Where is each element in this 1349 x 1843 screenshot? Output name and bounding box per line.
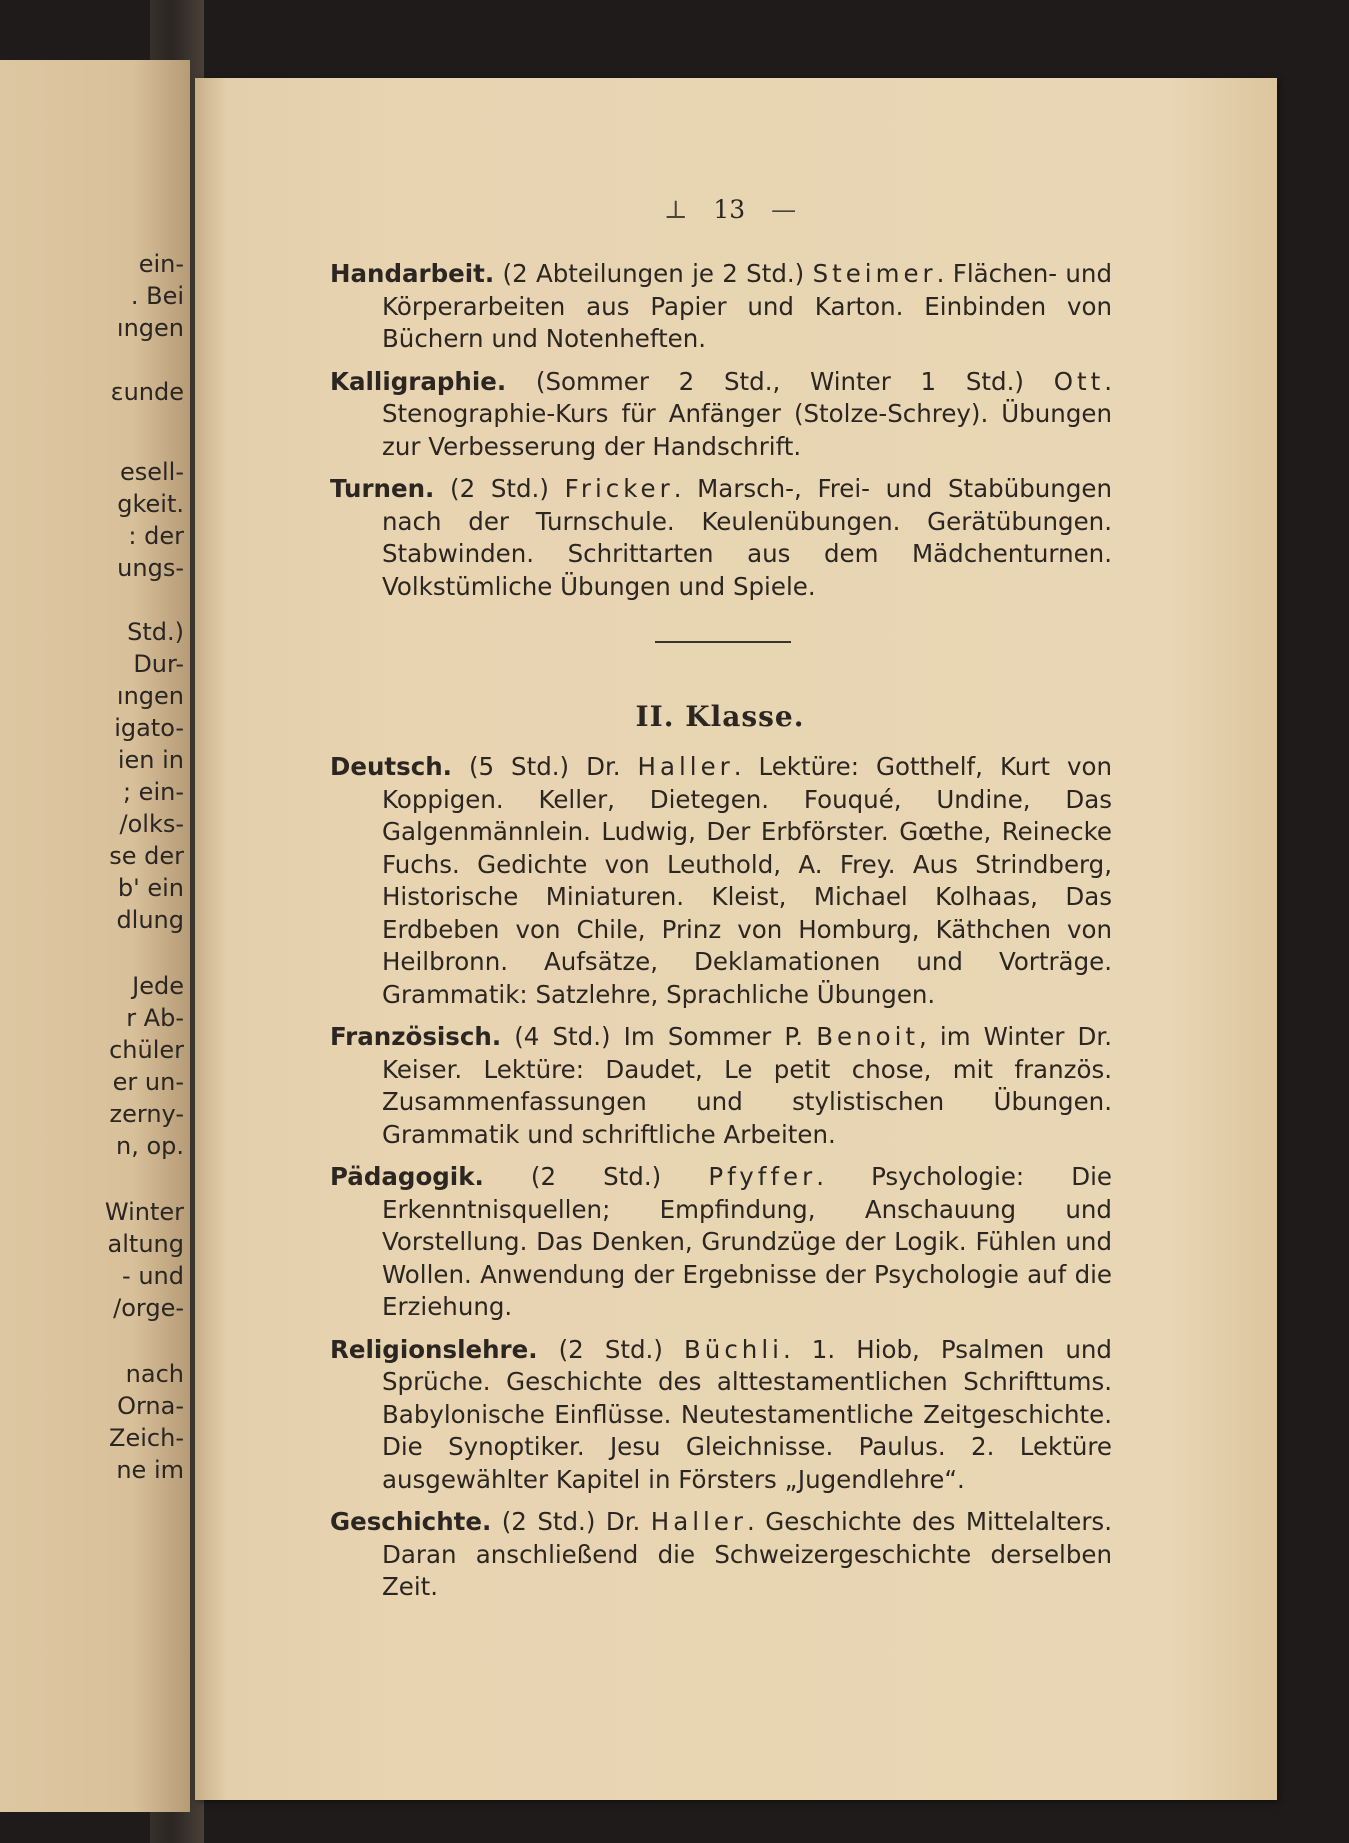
left-page-line: Orna- bbox=[117, 1392, 184, 1420]
teacher-name: Steimer bbox=[812, 259, 937, 288]
course-title: Französisch. bbox=[330, 1022, 502, 1051]
left-page-line: dlung bbox=[116, 906, 184, 934]
course-details: (4 Std.) Im Sommer P. bbox=[501, 1022, 817, 1051]
course-details: (2 Std.) bbox=[537, 1334, 684, 1364]
page-number bbox=[655, 195, 805, 224]
left-page-line: Zeich- bbox=[109, 1424, 184, 1452]
course-entry bbox=[330, 473, 1112, 603]
teacher-name: Haller bbox=[650, 1507, 747, 1536]
course-entry bbox=[330, 1021, 1112, 1151]
course-description: . Lektüre: Gotthelf, Kurt von Koppigen. Keller, Dietegen. Fouqué, Undine, Das Galgenmännlein. Ludwig, Der Erbförster. Gœthe, Reinecke Fuchs. Gedichte von Leuthold, A. Frey. Aus Strindberg, Historische Miniaturen. Kleist, Michael Kolhaas, Das Erdbeben von Chile, Prinz von Homburg, Käthchen von Heilbronn. Aufsätze, Deklamationen und Vorträge. Grammatik: Satzlehre, Sprachliche Übungen. bbox=[382, 752, 1112, 1009]
left-page-line: gkeit. bbox=[117, 490, 184, 518]
left-page-line: Std.) bbox=[127, 618, 184, 646]
course-title: Pädagogik. bbox=[330, 1162, 484, 1191]
top-entries bbox=[330, 258, 1112, 613]
course-details: (Sommer 2 Std., Winter 1 Std.) bbox=[506, 366, 1054, 396]
bottom-entries bbox=[330, 751, 1112, 1614]
course-description: . Marsch-, Frei- und Stabübungen nach der Turnschule. Keulenübungen. Gerätübungen. Stabwinden. Schrittarten aus dem Mädchenturnen. Volkstümliche Übungen und Spiele. bbox=[382, 474, 1112, 601]
left-page-line: ien in bbox=[117, 746, 184, 774]
course-entry bbox=[330, 1161, 1112, 1324]
left-page-line: . Bei bbox=[130, 282, 184, 310]
left-page-line: b' ein bbox=[117, 874, 184, 902]
left-page-line: n, op. bbox=[115, 1132, 184, 1160]
teacher-name: Büchli bbox=[683, 1334, 783, 1364]
left-page-line: r Ab- bbox=[126, 1004, 184, 1032]
left-page-line: se der bbox=[109, 842, 184, 870]
left-page-line: Dur- bbox=[133, 650, 184, 678]
left-page-line: nach bbox=[125, 1360, 184, 1388]
left-page-line: ; ein- bbox=[122, 778, 184, 806]
left-page-line: igato- bbox=[114, 714, 184, 742]
course-entry bbox=[330, 366, 1112, 464]
left-page-line: Winter bbox=[104, 1198, 184, 1226]
left-page-line: : der bbox=[128, 522, 184, 550]
course-title: Turnen. bbox=[330, 474, 435, 503]
course-title: Deutsch. bbox=[330, 752, 452, 781]
left-page-line: /orge- bbox=[113, 1294, 184, 1322]
left-page-line: esell- bbox=[119, 458, 184, 486]
teacher-name: Haller bbox=[637, 752, 734, 781]
course-description: . Psychologie: Die Erkenntnisquellen; Empfindung, Anschauung und Vorstellung. Das Denken, Grundzüge der Logik. Fühlen und Wollen. Anwendung der Ergebnisse der Psychologie auf die Erziehung. bbox=[382, 1162, 1112, 1321]
left-page-line: ɛunde bbox=[110, 378, 184, 406]
course-entry bbox=[330, 1506, 1112, 1604]
left-page-line: er un- bbox=[112, 1068, 184, 1096]
course-details: (2 Std.) bbox=[483, 1162, 709, 1191]
left-page-line: ıngen bbox=[116, 682, 184, 710]
left-page bbox=[0, 60, 190, 1812]
course-details: (2 Std.) Dr. bbox=[491, 1507, 651, 1536]
left-page-line: Jede bbox=[132, 972, 184, 1000]
teacher-name: Benoit bbox=[816, 1022, 919, 1051]
course-entry bbox=[330, 1334, 1112, 1497]
course-title: Kalligraphie. bbox=[330, 366, 507, 396]
course-title: Religionslehre. bbox=[330, 1334, 538, 1364]
section-heading: II. Klasse. bbox=[635, 700, 805, 733]
left-page-line: chüler bbox=[109, 1036, 184, 1064]
left-page-line: altung bbox=[107, 1230, 184, 1258]
left-page-line: ein- bbox=[138, 250, 184, 278]
teacher-name: Fricker bbox=[564, 474, 674, 503]
section-divider bbox=[655, 641, 791, 643]
course-description: . 1. Hiob, Psalmen und Sprüche. Geschichte des alttestamentlichen Schrifttums. Babylonische Einflüsse. Neutestamentliche Zeitgeschichte. Die Synoptiker. Jesu Gleichnisse. Paulus. 2. Lektüre ausgewählter Kapitel in Försters „Jugendlehre“. bbox=[382, 1334, 1112, 1494]
course-description: . Geschichte des Mittelalters. Daran anschließend die Schweizergeschichte derselben Zeit. bbox=[382, 1507, 1112, 1601]
course-description: , im Winter Dr. Keiser. Lektüre: Daudet, Le petit chose, mit französ. Zusammenfassungen und stylistischen Übungen. Grammatik und schriftliche Arbeiten. bbox=[382, 1022, 1112, 1149]
course-description: . Flächen- und Körperarbeiten aus Papier und Karton. Einbinden von Büchern und Notenheften. bbox=[382, 259, 1112, 353]
course-title: Geschichte. bbox=[330, 1507, 492, 1536]
course-details: (5 Std.) Dr. bbox=[451, 752, 638, 781]
course-details: (2 Std.) bbox=[434, 474, 565, 503]
left-page-line: ıngen bbox=[116, 314, 184, 342]
course-description: . Stenographie-Kurs für Anfänger (Stolze-Schrey). Übungen zur Verbesserung der Handschrift. bbox=[382, 366, 1112, 461]
left-page-line: zerny- bbox=[109, 1100, 184, 1128]
left-page-line: - und bbox=[122, 1262, 184, 1290]
teacher-name: Ott bbox=[1053, 366, 1105, 396]
left-page-line: /olks- bbox=[119, 810, 184, 838]
course-title: Handarbeit. bbox=[330, 259, 495, 288]
course-details: (2 Abteilungen je 2 Std.) bbox=[494, 259, 813, 288]
page-number-right-mark: — bbox=[771, 195, 797, 224]
left-page-line: ne im bbox=[116, 1456, 184, 1484]
teacher-name: Pfyffer bbox=[708, 1162, 817, 1191]
left-page-line: ungs- bbox=[117, 554, 184, 582]
course-entry bbox=[330, 258, 1112, 356]
page-number-value: 13 bbox=[713, 195, 746, 224]
course-entry bbox=[330, 751, 1112, 1011]
page-number-left-mark: ⊥ bbox=[663, 195, 688, 224]
